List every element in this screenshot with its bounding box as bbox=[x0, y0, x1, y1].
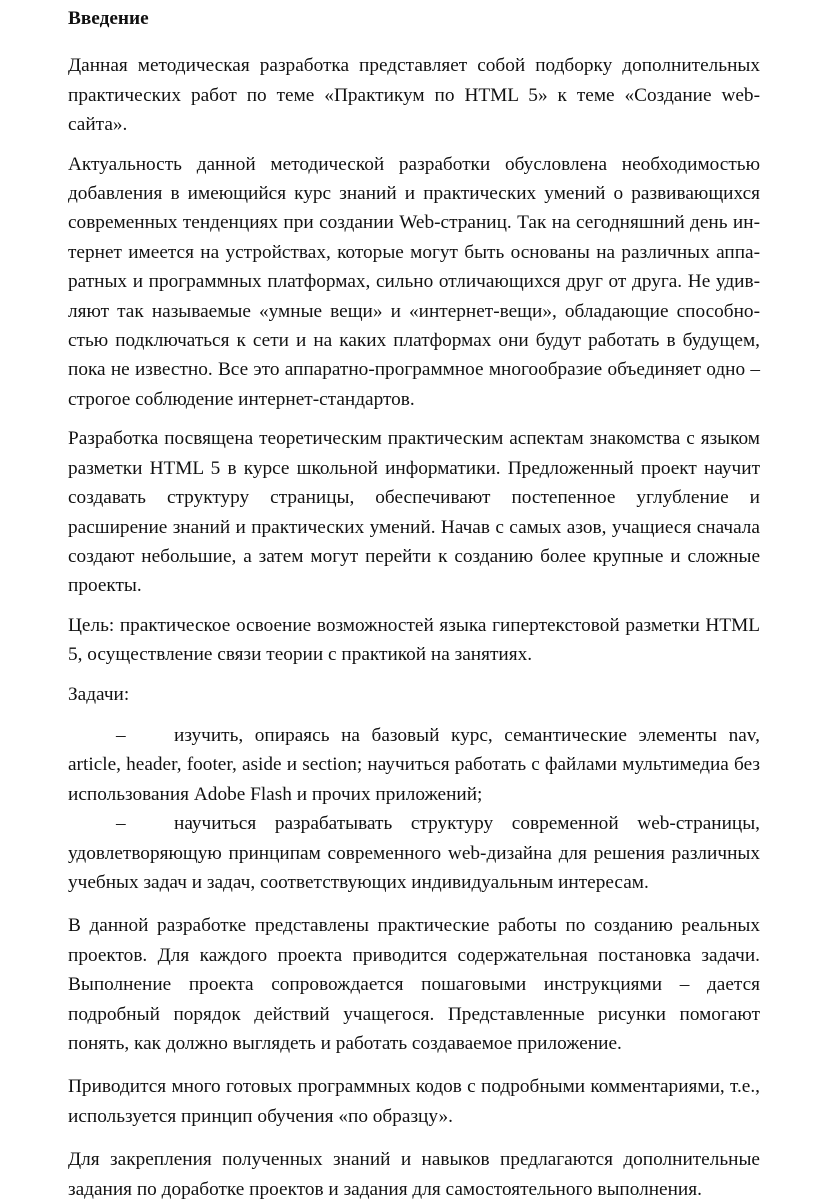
list-item-text: научиться разрабатывать структуру современной web-страницы, удовлетворяющую принципам современного web-дизайна для решения различных учебных задач и задач, соответствующих индивидуальным интересам. bbox=[68, 813, 760, 893]
paragraph-relevance: Актуальность данной методической разработки обусловлена необходимостью добавления в имеющийся курс знаний и практических умений о развивающихся современных тенденциях при создании Web-страниц. Так на сегодняшний день интернет имеется на устройствах, которые могут быть основаны на различных аппаратных и программных платформах, сильно отличающихся друг от друга. Не удивляют так называемые «умные вещи» и «интернет-вещи», обладающие способностью подключаться к сети и на каких платформах они будут работать в будущем, пока не известно. Все это аппаратно-программное многообразие объединяет одно – строгое соблюдение интернет-стандартов. bbox=[68, 153, 760, 410]
list-item-text: изучить, опираясь на базовый курс, семантические элементы nav, article, header, footer, aside и section; научиться работать с файлами мультимедиа без использования Adobe Flash и прочих приложений; bbox=[68, 724, 760, 805]
list-dash: – bbox=[116, 813, 126, 835]
list-dash: – bbox=[116, 724, 126, 746]
paragraph-tasks-label: Задачи: bbox=[68, 683, 130, 705]
page-title: Введение bbox=[68, 8, 149, 29]
paragraph-development: Разработка посвящена теоретическим практическим аспектам знакомства с языком разметки HTML 5 в курсе школьной информатики. Предложенный проект научит создавать структуру страницы, обеспечивают постепенное углубление и расширение знаний и практических умений. Начав с самых азов, учащиеся сначала создают небольшие, а затем могут перейти к созданию более крупные и сложные проекты. bbox=[68, 428, 760, 597]
list-item bbox=[68, 721, 760, 809]
paragraph-intro: Данная методическая разработка представляет собой подборку дополнительных практических работ по теме «Практикум по HTML 5» к теме «Создание web-сайта». bbox=[68, 55, 760, 136]
paragraph-projects: В данной разработке представлены практические работы по созданию реальных проектов. Для каждого проекта приводится содержательная постановка задачи. Выполнение проекта сопровождается пошаговыми инструкциями – дается подробный порядок действий учащегося. Представленные рисунки помогают понять, как должно выглядеть и работать создаваемое приложение. bbox=[68, 915, 760, 1054]
paragraph-goal: Цель: практическое освоение возможностей языка гипертекстовой разметки HTML 5, осуществление связи теории с практикой на занятиях. bbox=[68, 614, 760, 666]
paragraph-code-samples: Приводится много готовых программных кодов с подробными комментариями, т.е., используется принцип обучения «по образцу». bbox=[68, 1076, 760, 1127]
paragraph-extra-tasks: Для закрепления полученных знаний и навыков предлагаются дополнительные задания по доработке проектов и задания для самостоятельного выполнения. bbox=[68, 1149, 760, 1200]
tasks-list bbox=[68, 721, 760, 897]
list-item bbox=[68, 809, 760, 897]
